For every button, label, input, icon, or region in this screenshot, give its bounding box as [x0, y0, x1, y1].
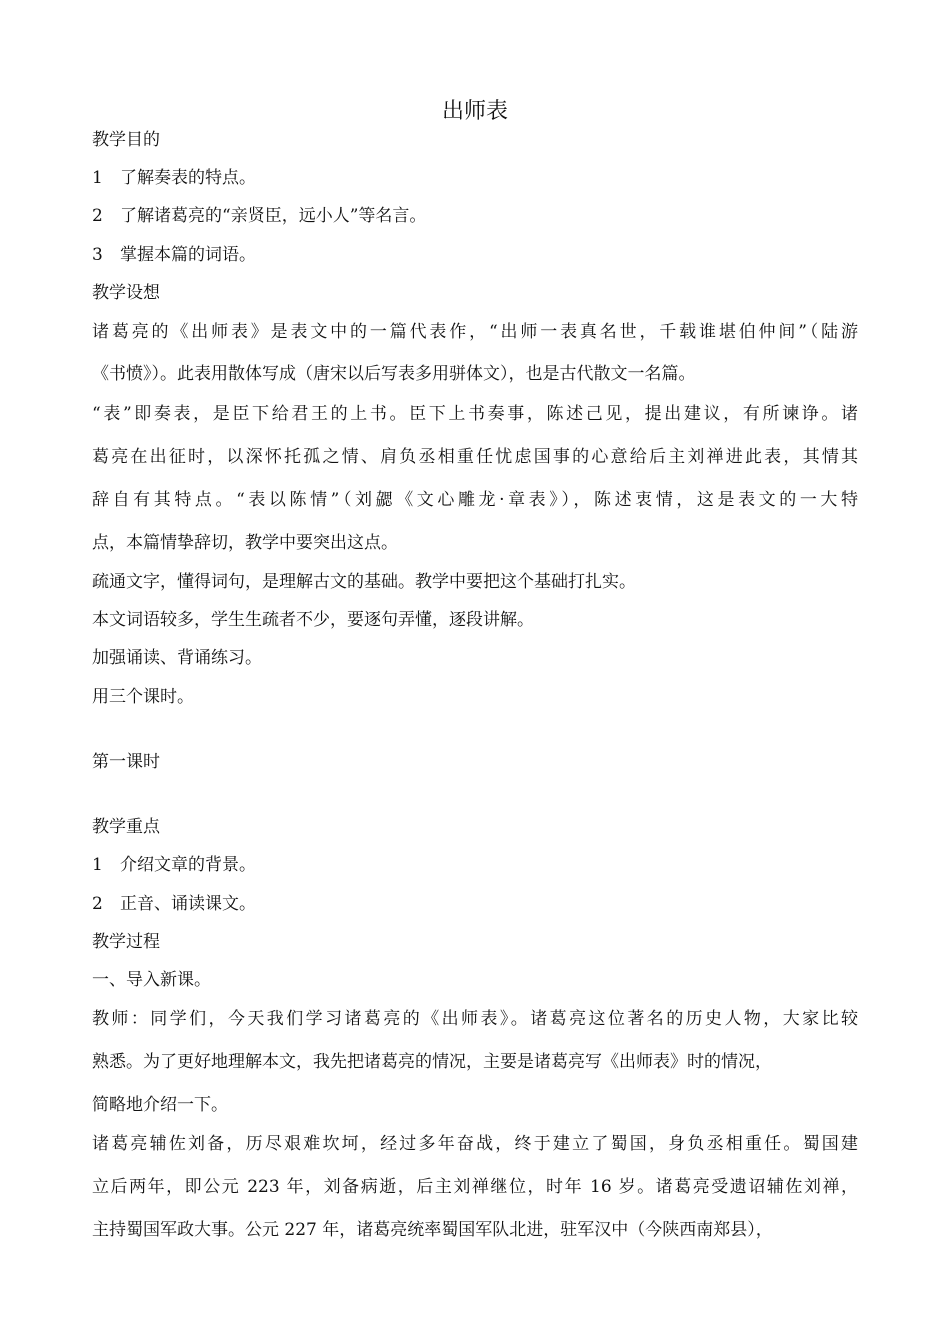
paragraph-line: 简略地介绍一下。	[92, 1095, 228, 1115]
design-heading: 教学设想	[92, 283, 160, 303]
paragraph-line: 辞自有其特点。“表以陈情”（刘勰《文心雕龙·章表》），陈述衷情，这是表文的一大特	[92, 490, 858, 510]
page-title: 出师表	[441, 99, 508, 124]
objective-item	[92, 243, 256, 267]
focus-number: 1	[92, 855, 103, 875]
objective-number: 1	[92, 168, 103, 188]
paragraph-line: 诸葛亮辅佐刘备，历尽艰难坎坷，经过多年奋战，终于建立了蜀国，身负丞相重任。蜀国建	[92, 1134, 858, 1154]
objective-text: 掌握本篇的词语。	[120, 245, 256, 265]
objective-text: 了解奏表的特点。	[120, 168, 256, 188]
paragraph-line: 教师：同学们，今天我们学习诸葛亮的《出师表》。诸葛亮这位著名的历史人物，大家比较	[92, 1009, 858, 1029]
paragraph-line: 疏通文字，懂得词句，是理解古文的基础。教学中要把这个基础打扎实。	[92, 572, 636, 592]
step-heading: 一、导入新课。	[92, 970, 211, 990]
paragraph-line: 葛亮在出征时，以深怀托孤之情、肩负丞相重任忧虑国事的心意给后主刘禅进此表，其情其	[92, 447, 858, 467]
lesson-heading: 第一课时	[92, 752, 160, 772]
objective-text: 了解诸葛亮的“亲贤臣，远小人”等名言。	[120, 206, 427, 226]
paragraph-line: 诸葛亮的《出师表》是表文中的一篇代表作，“出师一表真名世，千载谁堪伯仲间”（陆游	[92, 322, 858, 342]
objectives-heading: 教学目的	[92, 130, 160, 150]
objective-number: 3	[92, 245, 103, 265]
paragraph-line: “表”即奏表，是臣下给君王的上书。臣下上书奏事，陈述己见，提出建议，有所谏诤。诸	[92, 404, 858, 424]
focus-text: 正音、诵读课文。	[120, 894, 256, 914]
paragraph-line: 主持蜀国军政大事。公元 227 年，诸葛亮统率蜀国军队北进，驻军汉中（今陕西南郑县），	[92, 1220, 773, 1240]
paragraph-line: 加强诵读、背诵练习。	[92, 648, 262, 668]
objective-item	[92, 166, 256, 190]
objective-number: 2	[92, 206, 103, 226]
focus-text: 介绍文章的背景。	[120, 855, 256, 875]
focus-heading: 教学重点	[92, 817, 160, 837]
focus-item	[92, 892, 256, 916]
paragraph-line: 本文词语较多，学生生疏者不少，要逐句弄懂，逐段讲解。	[92, 610, 534, 630]
focus-item	[92, 853, 256, 877]
paragraph-line: 点，本篇情挚辞切，教学中要突出这点。	[92, 533, 398, 553]
paragraph-line: 用三个课时。	[92, 687, 194, 707]
focus-number: 2	[92, 894, 103, 914]
objective-item	[92, 204, 426, 228]
paragraph-line: 立后两年，即公元 223 年，刘备病逝，后主刘禅继位，时年 16 岁。诸葛亮受遗诏辅佐刘禅，	[92, 1177, 858, 1197]
process-heading: 教学过程	[92, 932, 160, 952]
paragraph-line: 熟悉。为了更好地理解本文，我先把诸葛亮的情况，主要是诸葛亮写《出师表》时的情况，	[92, 1052, 772, 1072]
paragraph-line: 《书愤》）。此表用散体写成（唐宋以后写表多用骈体文），也是古代散文一名篇。	[92, 364, 696, 384]
